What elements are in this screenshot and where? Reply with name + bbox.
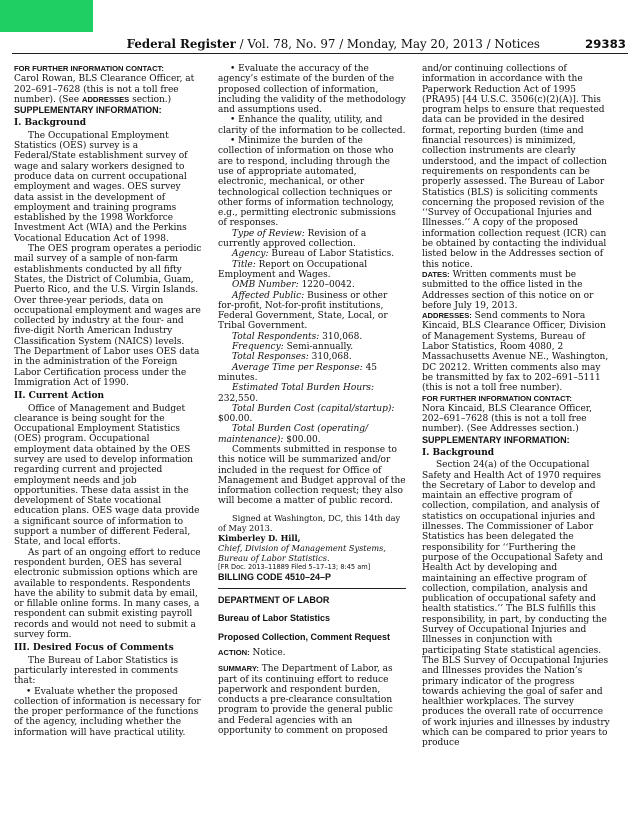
paragraph: As part of an ongoing effort to reduce respondent burden, OES has several electronic submission options which are available to respondents. Respondents have the ability to submit data by email, or fillable online forms. In many cases, a respondent can submit existing payroll records and would not need to submit a survey form. xyxy=(14,547,201,641)
addresses-paragraph: ADDRESSES: Send comments to Nora Kincaid, BLS Clearance Officer, Division of Management Systems, Bureau of Labor Statistics, Room 4080, 2 Massachusetts Avenue NE., Washington, DC 20212. Written comments also may be transmitted by fax to 202–691–5111 (this is not a toll free number). xyxy=(422,311,609,394)
bullet-item: • Evaluate whether the proposed collection of information is necessary for the proper performance of the functions of the agency, including whether the information will have practical utility. xyxy=(14,686,201,738)
page-number: 29383 xyxy=(584,37,626,51)
column-3 xyxy=(422,64,610,820)
bullet-item: • Minimize the burden of the collection of information on those who are to respond, including through the use of appropriate automated, electronic, mechanical, or other technological collection techniques or other forms of information technology, e.g., permitting electronic submissions of responses. xyxy=(218,136,396,229)
contact-block: FOR FURTHER INFORMATION CONTACT: Carol Rowan, BLS Clearance Officer, at 202–691–7628 (this is not a toll free number). (See ADDRESSES section.) xyxy=(14,64,195,105)
paragraph: Comments submitted in response to this notice will be summarized and/or included in the request for Office of Management and Budget approval of the information collection request; they also will become a matter of public record. xyxy=(218,444,406,507)
bullet-item: • Enhance the quality, utility, and clarity of the information to be collected. xyxy=(218,115,406,136)
total-responses: Total Responses: 310,068. xyxy=(232,352,352,363)
signer-name: Kimberley D. Hill, xyxy=(218,532,301,543)
green-tab-marker xyxy=(0,0,93,32)
document-title: Proposed Collection, Comment Request xyxy=(218,631,391,642)
page-header xyxy=(12,36,628,54)
dates-paragraph: DATES: Written comments must be submitted to the office listed in the Addresses section of this notice on or before July 19, 2013. xyxy=(422,269,594,311)
section-heading: I. Background xyxy=(422,447,495,458)
signer-title: Chief, Division of Management Systems, Bureau of Labor Statistics. xyxy=(218,542,386,563)
signed-line: Signed at Washington, DC, this 14th day of May 2013. xyxy=(218,512,401,533)
section-heading: I. Background xyxy=(14,118,87,129)
column-2 xyxy=(218,64,406,820)
total-respondents: Total Respondents: 310,068. xyxy=(232,331,363,342)
contact-paragraph: FOR FURTHER INFORMATION CONTACT: Nora Kincaid, BLS Clearance Officer, 202–691–7628 (this is not a toll free number). (See Addresses section.) xyxy=(422,393,592,435)
section-heading: III. Desired Focus of Comments xyxy=(14,643,174,654)
burden-cost-capital: Total Burden Cost (capital/startup): $00.00. xyxy=(218,403,395,425)
burden-hours: Estimated Total Burden Hours: 232,550. xyxy=(218,383,375,404)
bureau-heading: Bureau of Labor Statistics xyxy=(218,613,331,624)
type-of-review: Type of Review: Revision of a currently approved collection. xyxy=(218,228,367,250)
bullet-item: • Evaluate the accuracy of the agency’s estimate of the burden of the proposed collection of information, including the validity of the methodology and assumptions used. xyxy=(218,64,406,116)
department-heading: DEPARTMENT OF LABOR xyxy=(218,595,330,606)
section-heading: II. Current Action xyxy=(14,391,105,402)
paragraph: and/or continuing collections of information in accordance with the Paperwork Reduction Act of 1995 (PRA95) [44 U.S.C. 3506(c)(2)(A)]. This program helps to ensure that requested data can be provided in the desired format, reporting burden (time and financial resources) is minimized, collection instruments are clearly understood, and the impact of collection requirements on respondents can be properly assessed. The Bureau of Labor Statistics (BLS) is soliciting comments concerning the proposed revision of the ‘‘Survey of Occupational Injuries and Illnesses.’’ A copy of the proposed information collection request (ICR) can be obtained by contacting the individual listed below in the Addresses section of this notice. xyxy=(422,64,607,270)
title-field: Title: Report on Occupational Employment and Wages. xyxy=(218,259,368,280)
paragraph: The Occupational Employment Statistics (OES) survey is a Federal/State establishment survey of wage and salary workers designed to produce data on current occupational employment and wages. OES survey data assist in the development of employment and training programs established by the 1998 Workforce Investment Act (WIA) and the Perkins Vocational Education Act of 1998. xyxy=(14,130,188,244)
average-time: Average Time per Response: 45 minutes. xyxy=(218,362,378,383)
column-1 xyxy=(14,64,202,820)
summary-paragraph: SUMMARY: The Department of Labor, as part of its continuing effort to reduce paperwork and respondent burden, conducts a pre-clearance consultation program to provide the general public and Federal agencies with an opportunity to comment on proposed xyxy=(218,664,393,737)
supplementary-label: SUPPLEMENTARY INFORMATION: xyxy=(422,434,570,445)
agency-divider xyxy=(218,588,406,605)
action-line: ACTION: Notice. xyxy=(218,647,286,658)
paragraph: The Bureau of Labor Statistics is particularly interested in comments that: xyxy=(14,655,179,687)
paragraph: Office of Management and Budget clearance is being sought for the Occupational Employment Statistics (OES) program. Occupational employment data obtained by the OES survey are used to develop information regarding current and projected employment needs and job opportunities. These data assist in the development of State vocational education plans. OES wage data provide a significant source of information to support a number of different Federal, State, and local efforts. xyxy=(14,403,200,548)
burden-cost-operating: Total Burden Cost (operating/ maintenance): $00.00. xyxy=(218,424,369,445)
paragraph: The OES program operates a periodic mail survey of a sample of non-farm establishments conducted by all fifty States, the District of Columbia, Guam, Puerto Rico, and the U.S. Virgin Islands. Over three-year periods, data on occupational employment and wages are collected by industry at the four- and five-digit North American Industry Classification System (NAICS) levels. The Department of Labor uses OES data in the administration of the Foreign Labor Certification process under the Immigration Act of 1990. xyxy=(14,244,202,388)
omb-number: OMB Number: 1220–0042. xyxy=(232,280,355,291)
billing-code: BILLING CODE 4510–24–P xyxy=(218,571,332,582)
frequency: Frequency: Semi-annually. xyxy=(232,342,354,353)
affected-public: Affected Public: Business or other for-profit, Not-for-profit institutions, Federal Government, State, Local, or Tribal Government. xyxy=(218,290,388,332)
journal-name: Federal Register xyxy=(126,37,236,51)
supplementary-label: SUPPLEMENTARY INFORMATION: xyxy=(14,105,162,116)
agency-field: Agency: Bureau of Labor Statistics. xyxy=(232,249,395,260)
paragraph: Section 24(a) of the Occupational Safety and Health Act of 1970 requires the Secretary of Labor to develop and maintain an effective program of collection, compilation, and analysis of statistics on occupational injuries and illnesses. The Commissioner of Labor Statistics has been delegated the responsibility for ‘‘Furthering the purpose of the Occupational Safety and Health Act by developing and maintaining an effective program of collection, compilation, analysis and publication of occupational safety and health statistics.’’ The BLS fulfills this responsibility, in part, by conducting the Survey of Occupational Injuries and Illnesses in conjunction with participating State statistical agencies. The BLS Survey of Occupational Injuries and Illnesses provides the Nation’s primary indicator of the progress towards achieving the goal of safer and healthier workplaces. The survey produces the overall rate of occurrence of work injuries and illnesses by industry which can be compared to prior years to produce xyxy=(422,460,610,749)
fr-doc: [FR Doc. 2013–11889 Filed 5–17–13; 8:45 am] xyxy=(218,562,371,571)
issue-details: Vol. 78, No. 97 / Monday, May 20, 2013 / Notices xyxy=(247,37,540,51)
header-title: Federal Register / Vol. 78, No. 97 / Monday, May 20, 2013 / Notices xyxy=(126,37,540,51)
